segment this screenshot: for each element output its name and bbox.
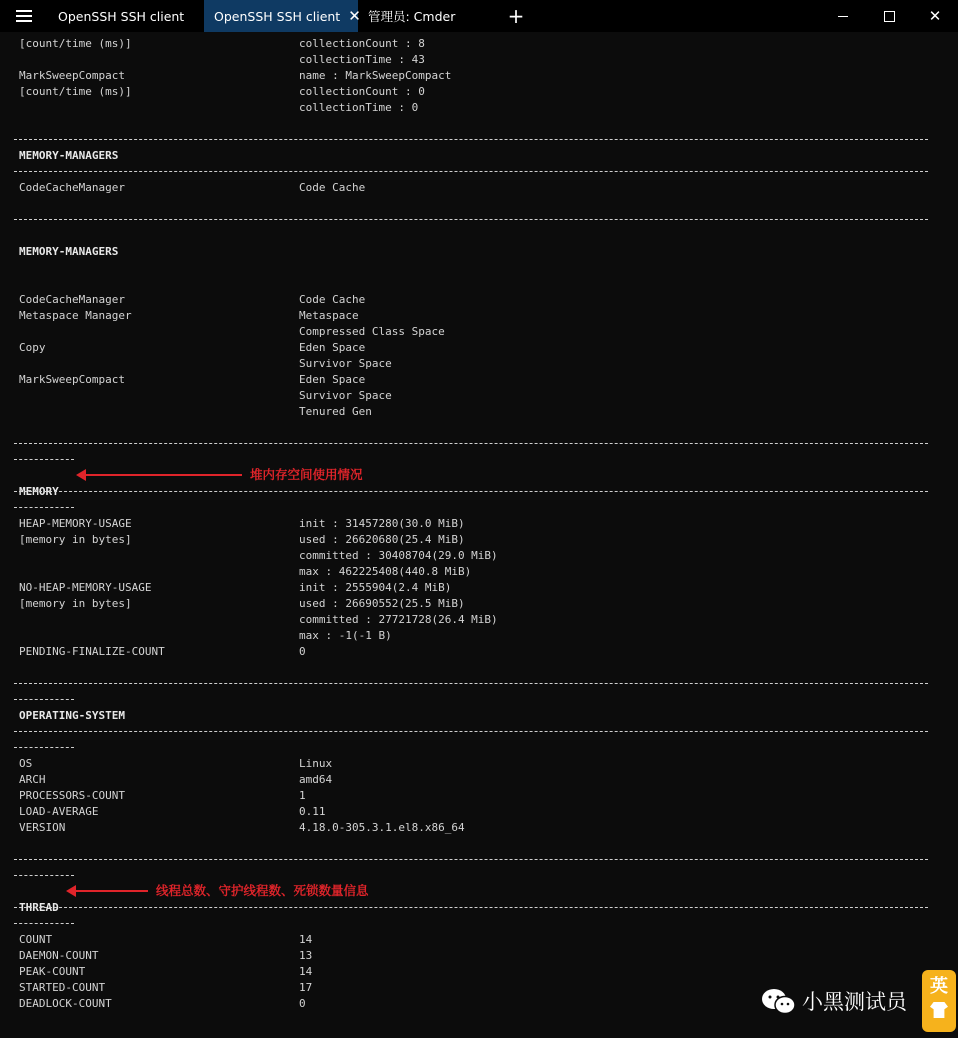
table-row: max : -1(-1 B) [299,629,392,642]
table-row: PEAK-COUNT 14 [19,965,313,978]
blank-line [14,836,944,852]
separator-line [14,852,944,868]
titlebar-drag-area[interactable] [536,0,820,32]
table-row: collectionTime : 43 [299,53,425,66]
separator-line [14,500,944,516]
separator-line [14,692,944,708]
watermark-text: 小黑测试员 [802,990,907,1014]
blank-line [14,276,944,292]
table-row: PROCESSORS-COUNT 1 [19,789,306,802]
table-row: NO-HEAP-MEMORY-USAGE init : 2555904(2.4 MiB) [19,581,452,594]
tab-openssh-2-active[interactable] [204,0,361,32]
table-row: MarkSweepCompact Eden Space [19,373,366,386]
table-row: [memory in bytes] used : 26620680(25.4 MiB) [19,533,465,546]
blank-line [14,196,944,212]
section-title: MEMORY-MANAGERS [19,245,119,258]
table-row: [memory in bytes] used : 26690552(25.5 MiB) [19,597,465,610]
shirt-icon [930,1002,948,1018]
separator-line [14,212,944,228]
table-row: [count/time (ms)] collectionCount : 8 [19,37,425,50]
wechat-icon [761,988,797,1016]
blank-line [14,116,944,132]
terminal-output[interactable] [14,36,944,1012]
table-row: DAEMON-COUNT 13 [19,949,313,962]
hamburger-menu-icon[interactable] [0,0,48,32]
table-row: max : 462225408(440.8 MiB) [299,565,472,578]
table-row: CodeCacheManager Code Cache [19,181,366,194]
section-title: OPERATING-SYSTEM [19,709,125,722]
thread-annotation: 线程总数、守护线程数、死锁数量信息 [68,883,369,899]
table-row: MarkSweepCompact name : MarkSweepCompact [19,69,452,82]
table-row: OS Linux [19,757,333,770]
ime-indicator[interactable] [922,970,956,1032]
close-icon: ✕ [928,6,942,25]
blank-line [14,660,944,676]
blank-line [14,420,944,436]
separator-line [14,900,944,916]
tab-label: OpenSSH SSH client [214,8,341,24]
red-arrow-icon [68,890,148,892]
maximize-icon [884,11,895,22]
table-row: Survivor Space [299,357,392,370]
maximize-button[interactable] [866,0,912,32]
table-row: PENDING-FINALIZE-COUNT 0 [19,645,306,658]
watermark [758,970,958,1038]
separator-line [14,724,944,740]
separator-line [14,436,944,452]
close-window-button[interactable] [912,0,958,32]
tab-close-icon[interactable]: ✕ [348,6,361,25]
table-row: committed : 30408704(29.0 MiB) [299,549,498,562]
table-row: LOAD-AVERAGE 0.11 [19,805,326,818]
separator-line [14,868,944,884]
table-row: Copy Eden Space [19,341,366,354]
minimize-button[interactable] [820,0,866,32]
blank-line [14,228,944,244]
section-title: MEMORY 堆内存空间使用情况 [19,467,363,498]
table-row: committed : 27721728(26.4 MiB) [299,613,498,626]
separator-line [14,132,944,148]
new-tab-icon[interactable]: + [507,4,525,28]
memory-annotation: 堆内存空间使用情况 [78,467,363,483]
table-row: VERSION 4.18.0-305.3.1.el8.x86_64 [19,821,465,834]
table-row: STARTED-COUNT 17 [19,981,313,994]
table-row: Compressed Class Space [299,325,445,338]
separator-line [14,676,944,692]
table-row: ARCH amd64 [19,773,333,786]
section-title: MEMORY-MANAGERS [19,149,119,162]
table-row: COUNT 14 [19,933,313,946]
table-row: HEAP-MEMORY-USAGE init : 31457280(30.0 MiB) [19,517,465,530]
tab-cmder[interactable] [358,0,496,32]
table-row: Metaspace Manager Metaspace [19,309,359,322]
table-row: collectionTime : 0 [299,101,419,114]
ime-language-label: 英 [930,976,948,997]
tab-openssh-1[interactable] [48,0,204,32]
separator-line [14,484,944,500]
separator-line [14,740,944,756]
separator-line [14,452,944,468]
separator-line [14,164,944,180]
blank-line [14,260,944,276]
tab-label: 管理员: Cmder [368,9,456,24]
separator-line [14,916,944,932]
title-bar [0,0,958,32]
table-row: DEADLOCK-COUNT 0 [19,997,306,1010]
section-title: THREAD 线程总数、守护线程数、死锁数量信息 [19,883,369,914]
table-row: Survivor Space [299,389,392,402]
red-arrow-icon [78,474,242,476]
table-row: CodeCacheManager Code Cache [19,293,366,306]
table-row: Tenured Gen [299,405,372,418]
minimize-icon [838,16,848,17]
tab-label: OpenSSH SSH client [58,8,185,24]
table-row: [count/time (ms)] collectionCount : 0 [19,85,425,98]
